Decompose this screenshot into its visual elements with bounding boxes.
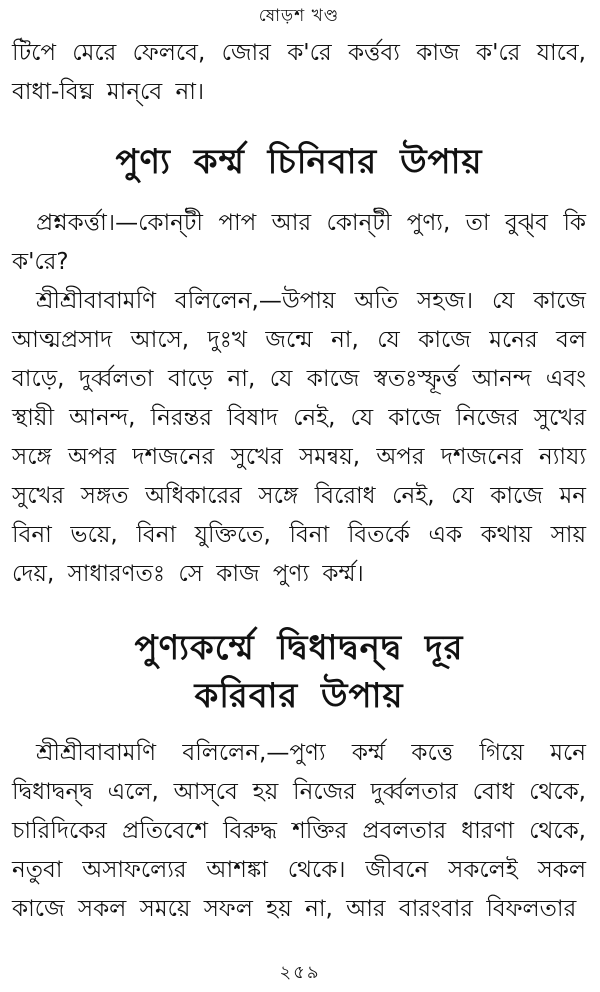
section-heading-dvidha (12, 624, 586, 720)
section-heading-punya-karma: পুণ্য কর্ম্ম চিনিবার উপায় (115, 142, 483, 182)
page-number: ২৫৯ (279, 962, 321, 983)
section-heading-line-2: করিবার উপায় (194, 676, 404, 716)
section-heading-line-1: পুণ্যকর্ম্মে দ্বিধাদ্বন্দ্ব দূর (134, 628, 464, 668)
running-head: ষোড়শ খণ্ড (258, 6, 340, 26)
answer-paragraph: শ্রীশ্রীবাবামণি বলিলেন,—উপায় অতি সহজ। যে কাজে আত্মপ্রসাদ আসে, দুঃখ জন্মে না, যে কাজে মনের বল বাড়ে, দুর্ব্বলতা বাড়ে না, যে কাজে স্বতঃস্ফূর্ত্ত আনন্দ এবং স্থায়ী আনন্দ, নিরন্তর বিষাদ নেই, যে কাজে নিজের সুখের সঙ্গে অপর দশজনের সুখের সমন্বয়, অপর দশজনের ন্যায্য সুখের সঙ্গত অধিকারের সঙ্গে বিরোধ নেই, যে কাজে মন বিনা ভয়ে, বিনা যুক্তিতে, বিনা বিতর্কে এক কথায় সায় দেয়, সাধারণতঃ সে কাজ পুণ্য কর্ম্ম। (12, 288, 586, 587)
body-paragraph: শ্রীশ্রীবাবামণি বলিলেন,—পুণ্য কর্ম্ম কত্তে গিয়ে মনে দ্বিধাদ্বন্দ্ব এলে, আস্‌বে হয় নিজের দুর্ব্বলতার বোধ থেকে, চারিদিকের প্রতিবেশে বিরুদ্ধ শক্তির প্রবলতার ধারণা থেকে, নতুবা অসাফল্যের আশঙ্কা থেকে। জীবনে সকলেই সকল কাজে সকল সময়ে সফল হয় না, আর বারংবার বিফলতার (12, 740, 586, 922)
continued-paragraph: টিপে মেরে ফেলবে, জোর ক'রে কর্ত্তব্য কাজ ক'রে যাবে, বাধা-বিঘ্ন মান্‌বে না। (12, 40, 586, 105)
question-paragraph: প্রশ্নকর্ত্তা।—কোন্‌টী পাপ আর কোন্‌টী পুণ্য, তা বুঝ্‌ব কি ক'রে? (12, 210, 586, 275)
